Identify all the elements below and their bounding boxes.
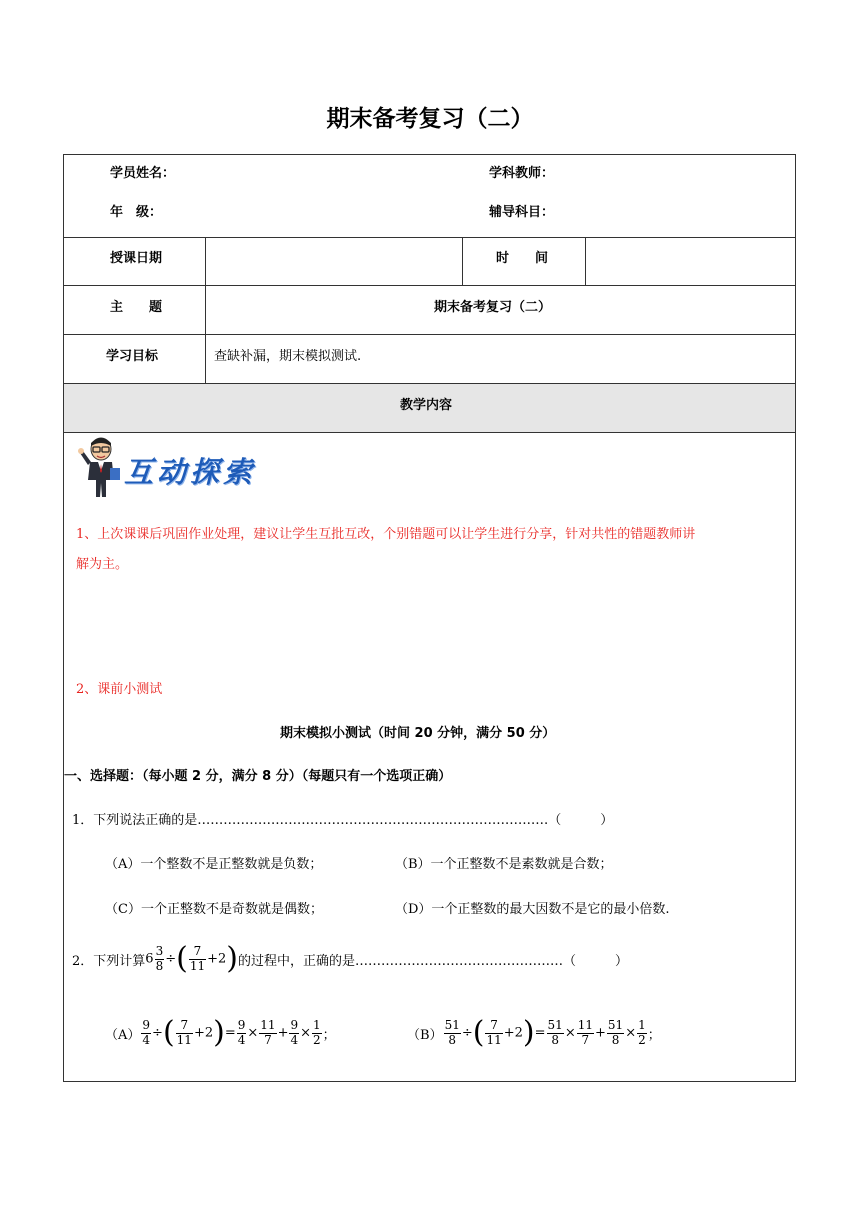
teacher-cartoon-icon — [76, 435, 126, 499]
col-divider — [205, 237, 206, 383]
student-name-label: 学员姓名： — [110, 166, 176, 181]
question-2-option-a — [105, 1011, 336, 1055]
question-1-option-b: （B）一个正整数不是素数就是合数； — [395, 857, 613, 872]
note-2: 2、课前小测试 — [76, 682, 163, 697]
note-1-line-1: 1、上次课课后巩固作业处理，建议让学生互批互改，个别错题可以让学生进行分享，针对共性的错题教师讲 — [76, 527, 696, 542]
banner-title: 互动探索 — [124, 455, 257, 489]
question-2-option-b — [407, 1011, 661, 1055]
question-2-option-b-label: （B） — [407, 1027, 443, 1043]
question-1-option-a: （A）一个整数不是正整数就是负数； — [105, 857, 323, 872]
grade-label: 年 级： — [110, 205, 163, 220]
lesson-table — [63, 154, 796, 1082]
topic-label: 主 题 — [110, 300, 163, 315]
teacher-label: 学科教师： — [489, 166, 555, 181]
col-divider — [585, 237, 586, 285]
question-2-option-a-label: （A） — [105, 1027, 141, 1043]
quiz-title: 期末模拟小测试（时间 20 分钟，满分 50 分） — [280, 726, 556, 741]
section-1-heading: 一、选择题：（每小题 2 分，满分 8 分）（每题只有一个选项正确） — [64, 769, 452, 784]
question-2-expression: 6 $\frac{3}{8}$ ÷( $\frac{7}{11}$ +2) — [145, 941, 238, 976]
question-2-option-a-semicolon: ； — [322, 1027, 336, 1043]
goal-value: 查缺补漏，期末模拟测试. — [214, 349, 362, 364]
row-divider — [64, 285, 795, 286]
date-label: 授课日期 — [110, 251, 163, 266]
note-1-line-2: 解为主。 — [76, 557, 129, 572]
question-2-option-b-semicolon: ； — [647, 1027, 661, 1043]
goal-label: 学习目标 — [106, 349, 159, 364]
row-divider — [64, 383, 795, 384]
row-divider — [64, 237, 795, 238]
subject-label: 辅导科目： — [489, 205, 555, 220]
row-divider — [64, 334, 795, 335]
question-2-stem — [72, 937, 628, 981]
content-header: 教学内容 — [400, 398, 453, 413]
time-label: 时 间 — [496, 251, 549, 266]
document-title: 期末备考复习（二） — [326, 106, 534, 132]
question-1-stem: 1．下列说法正确的是………………………………………………………………………（ ） — [72, 813, 614, 828]
row-divider — [64, 432, 795, 433]
question-1-option-d: （D）一个正整数的最大因数不是它的最小倍数. — [395, 902, 670, 917]
question-2-option-b-expression: $\frac{51}{8}$ ÷( $\frac{7}{11}$ +2)= $\frac{51}{8}$ × $\frac{11}{7}$ + $\frac{51}{8}$ × $\frac{1}{2}$ — [444, 1015, 646, 1050]
question-1-option-c: （C）一个正整数不是奇数就是偶数； — [105, 902, 323, 917]
question-2-option-a-expression: $\frac{9}{4}$ ÷( $\frac{7}{11}$ +2)= $\frac{9}{4}$ × $\frac{11}{7}$ + $\frac{9}{4}$ × $\frac{1}{2}$ — [142, 1015, 321, 1050]
col-divider — [462, 237, 463, 285]
question-2-prefix: 2．下列计算 — [72, 953, 146, 969]
topic-value: 期末备考复习（二） — [434, 300, 552, 315]
question-2-suffix: 的过程中，正确的是…………………………………………（ ） — [238, 953, 629, 969]
